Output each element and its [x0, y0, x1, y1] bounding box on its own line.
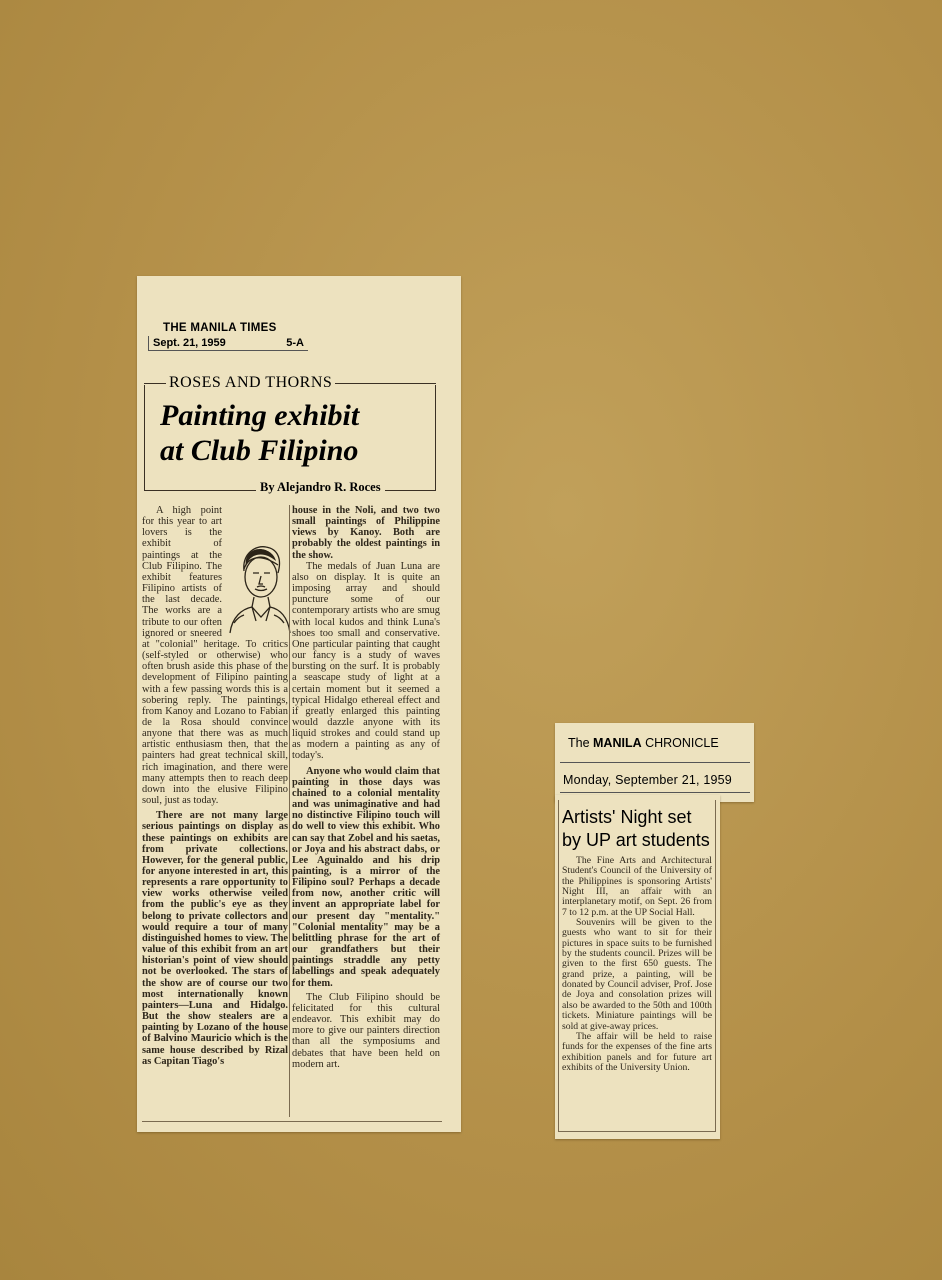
chronicle-publication-name: The MANILA CHRONICLE: [568, 736, 719, 750]
chronicle-article-body: The Fine Arts and Architectural Student's Council of the University of the Philippines is sponsoring Artists' Night III, an affair with an interplanetary motif, on Sept. 26 from 7 to 12 p.m. at the UP Social Hall. Souvenirs will be given to the guests who want to sit for their pictures in space suits to be furnished by the students council. Prizes will be given to the first 650 guests. The grand prize, a painting, will be donated by Council adviser, Prof. Jose de Joya and consolation prizes will also be awarded to the 50th and 100th tickets. Miniature paintings will be sold at give-away prices. The affair will be held to raise funds for the expenses of the fine arts exhibition panels and for future art exhibits of the University Union.: [562, 855, 712, 1073]
manila-times-masthead: [148, 322, 308, 351]
chronicle-date: Monday, September 21, 1959: [563, 773, 732, 787]
article-column-1: A high point for this year to art lovers is the exhibit of paintings at the Club Filipino. The exhibit features Filipino artists of the last decade. The works are a tribute to our often ignored or sneered at "colonial" heritage. To critics (self-styled or otherwise) who often brush aside this phase of the development of Filipino painting with a few passing words this is a sobering reply. The paintings, from Kanoy and Lozano to Fabian de la Rosa should convince anyone that there was as much artistic enthusiasm then, that the painters had great technical skill, rich imagination, and there were many attempts then to reach deep down into the elusive Filipino soul, just as today. There are not many large serious paintings on display as these paintings on exhibits are from private collections. However, for the general public, for anyone interested in art, this represents a rare opportunity to view works otherwise veiled from the public's eye as they belong to private collectors and would require a tour of many distinguished homes to view. The value of this exhibit from an art historian's point of view should not be overlooked. The stars of the show are of course our two most internationally known painters—Luna and Hidalgo. But the show stealers are a painting by Lozano of the house of Balvino Mauricio which is the same house described by Rizal as Capitan Tiago's: [142, 505, 288, 1117]
chronicle-headline: Artists' Night set by UP art students: [562, 807, 710, 850]
article-bottom-rule: [142, 1121, 442, 1122]
page-number: 5-A: [286, 337, 304, 349]
article-column-2: house in the Noli, and two two small paintings of Philippine views by Kanoy. Both are probably the oldest paintings in the show. The medals of Juan Luna are also on display. It is quite an imposing array and should puncture some of our contemporary artists who are smug with local kudos and think Luna's shoes too small and conservative. One particular painting that caught our fancy is a study of waves bursting on the surf. It is probably a seascape study of light at a certain moment but it seemed a typical Hidalgo ethereal effect and if greatly enlarged this painting would dazzle anyone with its liquid strokes and could stand up as modern a painting as any of today's. Anyone who would claim that painting in those days was chained to a colonial mentality and was unimaginative and had no distinctive Filipino touch will do well to view this exhibit. Who can say that Zobel and his saetas, or Joya and his abstract dabs, or Lee Aguinaldo and his drip painting, is a mirror of the Filipino soul? Perhaps a decade from now, another critic will invent an appropriate label for our present day "mentality." "Colonial mentality" may be a belittling phrase for the art of our grandfathers but their paintings straddle any petty labellings and speak adequately for them. The Club Filipino should be felicitated for this cultural endeavor. This exhibit may do more to give our painters direction than all the symposiums and debates that have been held on modern art.: [292, 505, 440, 1070]
publication-date: Sept. 21, 1959: [153, 337, 226, 349]
article-byline: By Alejandro R. Roces: [256, 480, 385, 495]
column-divider: [289, 505, 290, 1117]
author-portrait-sketch: [226, 543, 292, 635]
article-headline: Painting exhibit at Club Filipino: [160, 399, 360, 467]
publication-name: THE MANILA TIMES: [163, 322, 277, 334]
kicker-text: ROSES AND THORNS: [169, 374, 333, 391]
